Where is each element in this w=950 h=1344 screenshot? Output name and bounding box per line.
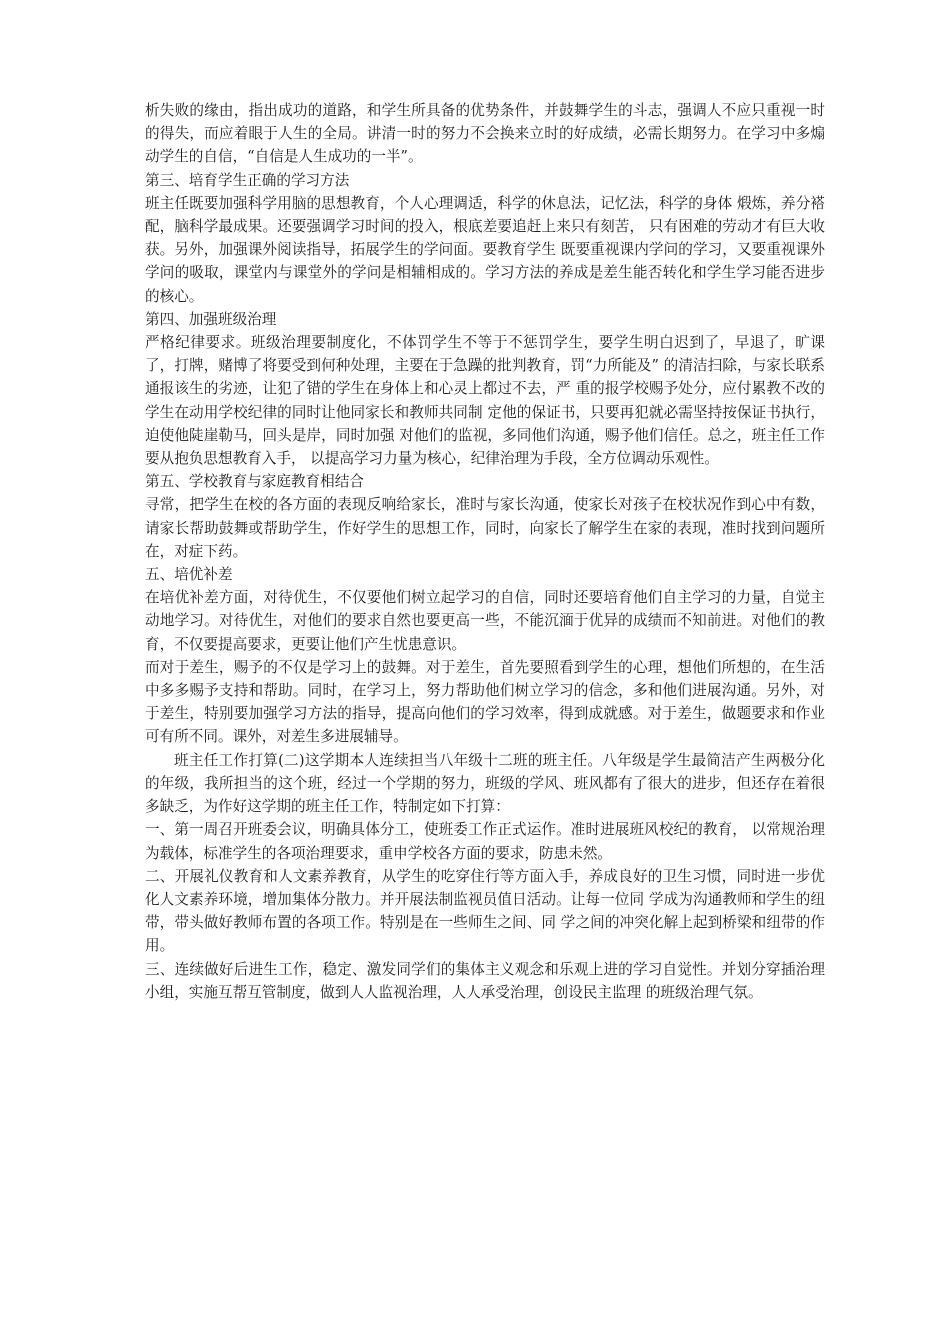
- document-body: [145, 99, 825, 1004]
- heading-section-3: 第三、培育学生正确的学习方法: [145, 171, 350, 189]
- paragraph-plan-two-intro: 班主任工作打算(二)这学期本人连续担当八年级十二班的班主任。八年级是学生最简洁产生两极分化的年级，我所担当的这个班，经过一个学期的努力，班级的学风、班风都有了很大的进步，但还存在着很多缺乏，为作好这学期的班主任工作，特制定如下打算：: [145, 751, 825, 816]
- heading-section-5: 第五、学校教育与家庭教育相结合: [145, 473, 364, 491]
- paragraph-item-two: 二、开展礼仪教育和人文素养教育，从学生的吃穿住行等方面入手，养成良好的卫生习惯，同时进一步优化人文素养环境，增加集体分散力。并开展法制监视员值日活动。让每一位同 学成为沟通教师和学生的纽带，带头做好教师布置的各项工作。特别是在一些师生之间、同 学之间的冲突化解上起到桥梁和纽带的作用。: [145, 867, 825, 955]
- heading-section-4: 第四、加强班级治理: [145, 310, 277, 328]
- paragraph-item-three: 三、连续做好后进生工作，稳定、激发同学们的集体主义观念和乐观上进的学习自觉性。并划分穿插治理小组，实施互帮互管制度，做到人人监视治理，人人承受治理，创设民主监理 的班级治理气氛。: [145, 960, 825, 1001]
- paragraph-weak-students: 而对于差生，赐予的不仅是学习上的鼓舞。对于差生，首先要照看到学生的心理，想他们所想的，在生活中多多赐予支持和帮助。同时，在学习上，努力帮助他们树立学习的信念，多和他们进展沟通。另外，对于差生，特别要加强学习方法的指导，提高向他们的学习效率，得到成就感。对于差生，做题要求和作业可有所不同。课外，对差生多进展辅导。: [145, 658, 825, 746]
- paragraph-top-students: 在培优补差方面，对待优生，不仅要他们树立起学习的自信，同时还要培育他们自主学习的力量，自觉主动地学习。对待优生，对他们的要求自然也要更高一些，不能沉湎于优异的成绩而不知前进。对他们的教育，不仅要提高要求，更要让他们产生忧患意识。: [145, 589, 825, 653]
- paragraph-study-methods: 班主任既要加强科学用脑的思想教育，个人心理调适，科学的休息法，记忆法，科学的身体 煅炼，养分褡配，脑科学最成果。还要强调学习时间的投入，根底差要追赶上来只有刻苦， 只有困难的劳动才有巨大收获。另外，加强课外阅读指导，拓展学生的学问面。要教育学生 既要重视课内学问的学习，又要重视课外学问的吸取，课堂内与课堂外的学问是相辅相成的。学习方法的养成是差生能否转化和学生学习能否进步的核心。: [145, 194, 825, 305]
- heading-section-five: 五、培优补差: [145, 566, 233, 584]
- paragraph-failure-analysis: 析失败的缘由，指出成功的道路，和学生所具备的优势条件，并鼓舞学生的斗志，强调人不应只重视一时的得失，而应着眼于人生的全局。讲清一时的努力不会换来立时的好成绩，必需长期努力。在学习中多煽动学生的自信，“自信是人生成功的一半”。: [145, 102, 825, 166]
- paragraph-home-school: 寻常，把学生在校的各方面的表现反响给家长，准时与家长沟通，使家长对孩子在校状况作到心中有数，请家长帮助鼓舞或帮助学生，作好学生的思想工作，同时，向家长了解学生在家的表现，准时找到问题所在，对症下药。: [145, 496, 825, 560]
- paragraph-item-one: 一、第一周召开班委会议，明确具体分工，使班委工作正式运作。准时进展班风校纪的教育， 以常规治理为载体，标准学生的各项治理要求，重申学校各方面的要求，防患未然。: [145, 821, 825, 862]
- paragraph-class-management: 严格纪律要求。班级治理要制度化，不体罚学生不等于不惩罚学生，要学生明白迟到了，早退了，旷课了，打牌，赌博了将要受到何种处理，主要在于急躁的批判教育，罚“力所能及” 的清洁扫除，与家长联系通报该生的劣迹，让犯了错的学生在身体上和心灵上都过不去，严 重的报学校赐予处分，应付累教不改的学生在动用学校纪律的同时让他同家长和教师共同制 定他的保证书，只要再犯就必需坚持按保证书执行，迫使他陡崖勒马，回头是岸，同时加强 对他们的监视，多同他们沟通，赐予他们信任。总之，班主任工作要从抱负思想教育入手， 以提高学习力量为核心，纪律治理为手段，全方位调动乐观性。: [145, 334, 825, 468]
